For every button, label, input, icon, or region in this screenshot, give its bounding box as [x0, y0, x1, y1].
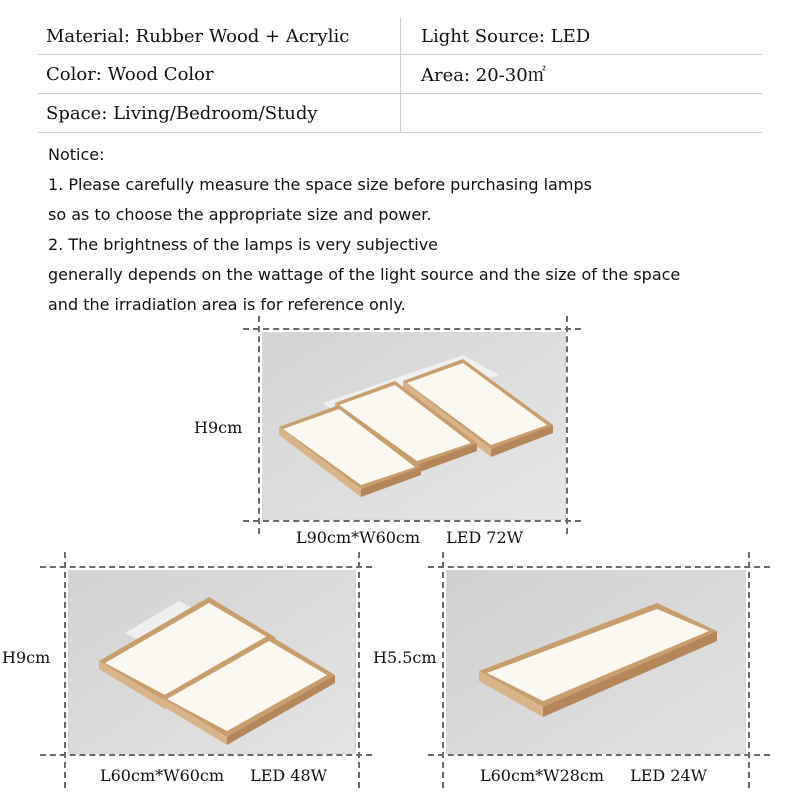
- notice-section: [48, 140, 768, 320]
- dimension-line-left: [258, 316, 260, 534]
- notice-title: Notice:: [48, 145, 105, 164]
- spec-color: Color: Wood Color: [46, 63, 214, 85]
- dimension-line-left: [64, 552, 66, 788]
- lamp-illustration: [263, 333, 565, 519]
- spec-row: [38, 94, 762, 133]
- spec-empty-cell: [400, 94, 760, 132]
- spec-row: [38, 18, 762, 55]
- notice-line: 2. The brightness of the lamps is very subjective: [48, 235, 439, 254]
- lamp-photo-two-panel: [68, 570, 356, 754]
- notice-line: so as to choose the appropriate size and power.: [48, 205, 432, 224]
- lamp-illustration: [69, 571, 355, 753]
- spec-material: Material: Rubber Wood + Acrylic: [46, 25, 350, 47]
- dimension-line-bottom: [428, 754, 770, 756]
- power-label: LED 48W: [250, 766, 328, 785]
- size-power-label: [296, 528, 523, 547]
- dimension-line-bottom: [243, 520, 581, 522]
- dimension-line-top: [243, 328, 581, 330]
- dimension-line-left: [442, 552, 444, 788]
- spec-row: [38, 55, 762, 94]
- spec-table: [38, 18, 762, 133]
- dimension-line-right: [358, 552, 360, 788]
- spec-space: Space: Living/Bedroom/Study: [46, 102, 318, 124]
- dimension-line-top: [428, 566, 770, 568]
- size-label: L60cm*W60cm: [100, 766, 225, 785]
- lamp-photo-three-panel: [262, 332, 566, 520]
- dimension-line-bottom: [40, 754, 372, 756]
- size-label: L60cm*W28cm: [480, 766, 605, 785]
- power-label: LED 24W: [630, 766, 708, 785]
- size-label: L90cm*W60cm: [296, 528, 421, 547]
- size-power-label: [480, 766, 707, 785]
- spec-light-source: Light Source: LED: [400, 18, 760, 54]
- notice-line: generally depends on the wattage of the light source and the size of the space: [48, 265, 681, 284]
- height-label: H9cm: [194, 418, 243, 437]
- dimension-line-right: [566, 316, 568, 534]
- power-label: LED 72W: [446, 528, 524, 547]
- lamp-illustration: [447, 571, 745, 753]
- notice-line: 1. Please carefully measure the space size before purchasing lamps: [48, 175, 592, 194]
- spec-area: Area: 20-30㎡: [400, 55, 760, 93]
- dimension-line-right: [748, 552, 750, 788]
- height-label: H9cm: [2, 648, 51, 667]
- notice-line: and the irradiation area is for reference only.: [48, 295, 406, 314]
- height-label: H5.5cm: [373, 648, 437, 667]
- dimension-line-top: [40, 566, 372, 568]
- lamp-photo-single-panel: [446, 570, 746, 754]
- size-power-label: [100, 766, 327, 785]
